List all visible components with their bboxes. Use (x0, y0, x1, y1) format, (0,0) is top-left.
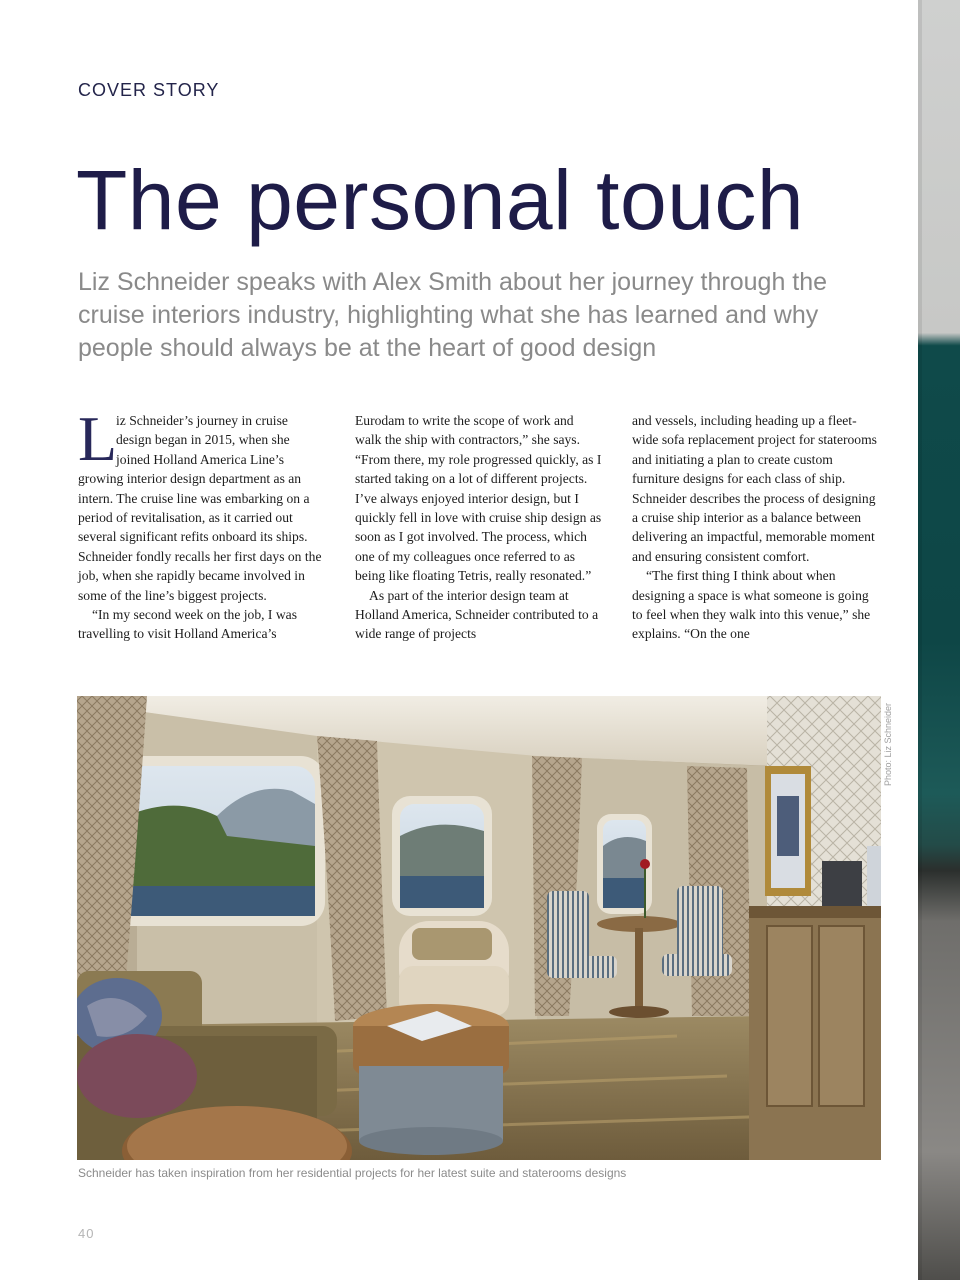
article-column-3 (632, 411, 880, 644)
column-2-paragraph-2: As part of the interior design team at Holland America, Schneider contributed to a wide range of projects (355, 587, 599, 642)
column-1-paragraph-2: “In my second week on the job, I was travelling to visit Holland America’s (78, 607, 297, 642)
article-title: The personal touch (76, 153, 805, 247)
column-1-line-3: joined Holland America Line’s (116, 451, 284, 467)
article-standfirst: Liz Schneider speaks with Alex Smith about her journey through the cruise interiors industry, highlighting what she has learned and why people should always be at the heart of good design (78, 268, 828, 362)
page-number: 40 (78, 1226, 95, 1241)
photo-credit: Photo: Liz Schneider (883, 702, 893, 786)
column-3-paragraph-2: “The first thing I think about when designing a space is what someone is going to feel when they walk into this venue,” she explains. “On the one (632, 568, 871, 642)
article-column-2 (355, 411, 603, 644)
column-1-paragraph-1: growing interior design department as an intern. The cruise line was embarking on a period of revitalisation, as it carried out several significant refits onboard its ships. Schneider fondly recalls her first days on the job, when she rapidly became involved in some of the line’s biggest projects. (78, 471, 322, 603)
section-kicker: COVER STORY (78, 80, 220, 100)
facing-page-edge (918, 0, 960, 1280)
column-1-line-2: design began in 2015, when she (116, 432, 290, 448)
column-2-paragraph-1: Eurodam to write the scope of work and walk the ship with contractors,” she says. “From there, my role progressed quickly, as I started taking on a lot of different projects. I’ve always enjoyed interior design, but I quickly fell in love with cruise ship design as soon as I got involved. The process, which one of my colleagues once referred to as being like floating Tetris, really resonated.” (355, 413, 602, 584)
stateroom-photo (77, 696, 881, 1160)
article-column-1 (78, 403, 326, 644)
column-1-line-1: iz Schneider’s journey in cruise (116, 413, 288, 428)
column-3-paragraph-1: and vessels, including heading up a fleet-wide sofa replacement project for staterooms and initiating a plan to create custom furniture designs for each class of ship. Schneider describes the process of designing a cruise ship interior as a balance between delivering an impactful, memorable moment and ensuring consistent comfort. (632, 413, 877, 564)
photo-caption: Schneider has taken inspiration from her residential projects for her latest suite and staterooms designs (78, 1166, 627, 1180)
drop-cap: L (78, 403, 118, 474)
